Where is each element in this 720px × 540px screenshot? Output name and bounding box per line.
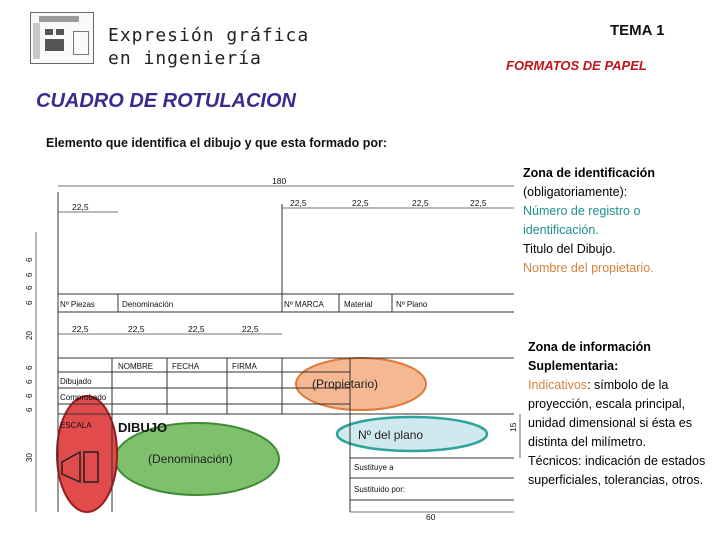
technical-text: : indicación de estados superficiales, tolerancias, otros. bbox=[528, 454, 706, 487]
side-dim-30: 30 bbox=[25, 453, 34, 462]
label-dibujado: Dibujado bbox=[60, 377, 92, 386]
university-logo bbox=[30, 12, 94, 64]
supplementary-indicatives bbox=[528, 376, 718, 452]
section-title: CUADRO DE ROTULACION bbox=[36, 90, 296, 112]
dim-f: 22,5 bbox=[72, 324, 89, 334]
side-dim-6d: 6 bbox=[25, 300, 34, 305]
scale-highlight bbox=[57, 396, 117, 512]
side-dim-6a: 6 bbox=[25, 257, 34, 262]
course-title bbox=[108, 24, 428, 70]
dim-g: 22,5 bbox=[128, 324, 145, 334]
side-dim-6f: 6 bbox=[25, 379, 34, 384]
identification-zone bbox=[523, 164, 713, 278]
technical-label: Técnicos bbox=[528, 454, 579, 468]
indicatives-text: : símbolo de la proyección, escala principal, unidad dimensional si ésta es distinta del milímetro. bbox=[528, 378, 692, 449]
side-dim-6h: 6 bbox=[25, 407, 34, 412]
dim-d: 22,5 bbox=[412, 198, 429, 208]
bubble-denominacion: (Denominación) bbox=[148, 452, 233, 466]
dim-right: 15 bbox=[508, 422, 518, 432]
side-dim-6b: 6 bbox=[25, 272, 34, 277]
label-dibujo: DIBUJO bbox=[118, 420, 168, 435]
label-nmarca: Nº MARCA bbox=[284, 300, 324, 309]
indicatives-label: Indicativos bbox=[528, 378, 588, 392]
identification-owner: Nombre del propietario. bbox=[523, 261, 654, 275]
side-dim-6e: 6 bbox=[25, 365, 34, 370]
subtopic-label: FORMATOS DE PAPEL bbox=[506, 58, 647, 73]
label-denominacion: Denominación bbox=[122, 300, 174, 309]
dim-e: 22,5 bbox=[470, 198, 487, 208]
dim-total: 180 bbox=[272, 176, 287, 186]
course-title-line1: Expresión gráfica bbox=[108, 25, 310, 46]
side-dim-6c: 6 bbox=[25, 285, 34, 290]
dim-bottom: 60 bbox=[426, 512, 436, 522]
dim-c: 22,5 bbox=[352, 198, 369, 208]
label-fecha: FECHA bbox=[172, 362, 200, 371]
label-nplano: Nº Plano bbox=[396, 300, 428, 309]
title-block-drawing bbox=[22, 162, 522, 522]
dim-h: 22,5 bbox=[188, 324, 205, 334]
label-firma: FIRMA bbox=[232, 362, 257, 371]
course-title-line2: en ingeniería bbox=[108, 48, 262, 69]
bubble-nplano: Nº del plano bbox=[358, 428, 424, 442]
label-nombre: NOMBRE bbox=[118, 362, 154, 371]
side-dim-20: 20 bbox=[25, 331, 34, 340]
topic-label: TEMA 1 bbox=[610, 22, 665, 39]
identification-registry: Número de registro o identificación. bbox=[523, 204, 641, 237]
label-sustituye: Sustituye a bbox=[354, 463, 394, 472]
label-comprobado: Comprobado bbox=[60, 393, 107, 402]
dim-a: 22,5 bbox=[72, 202, 89, 212]
dim-i: 22,5 bbox=[242, 324, 259, 334]
label-escala: ESCALA bbox=[60, 421, 92, 430]
side-dim-6g: 6 bbox=[25, 393, 34, 398]
label-sustituido: Sustituido por: bbox=[354, 485, 406, 494]
supplementary-zone-title: Zona de información Suplementaria: bbox=[528, 340, 651, 373]
identification-zone-subtitle: (obligatoriamente): bbox=[523, 185, 628, 199]
supplementary-technical bbox=[528, 452, 718, 490]
intro-text: Elemento que identifica el dibujo y que esta formado por: bbox=[46, 136, 388, 150]
identification-zone-title: Zona de identificación bbox=[523, 166, 655, 180]
identification-title-item bbox=[523, 240, 713, 259]
identification-drawing-title: Titulo del Dibujo. bbox=[523, 242, 616, 256]
dim-b: 22,5 bbox=[290, 198, 307, 208]
bubble-propietario: (Propietario) bbox=[312, 377, 379, 391]
supplementary-zone bbox=[528, 338, 718, 490]
label-npiezas: Nº Piezas bbox=[60, 300, 95, 309]
label-material: Material bbox=[344, 300, 373, 309]
